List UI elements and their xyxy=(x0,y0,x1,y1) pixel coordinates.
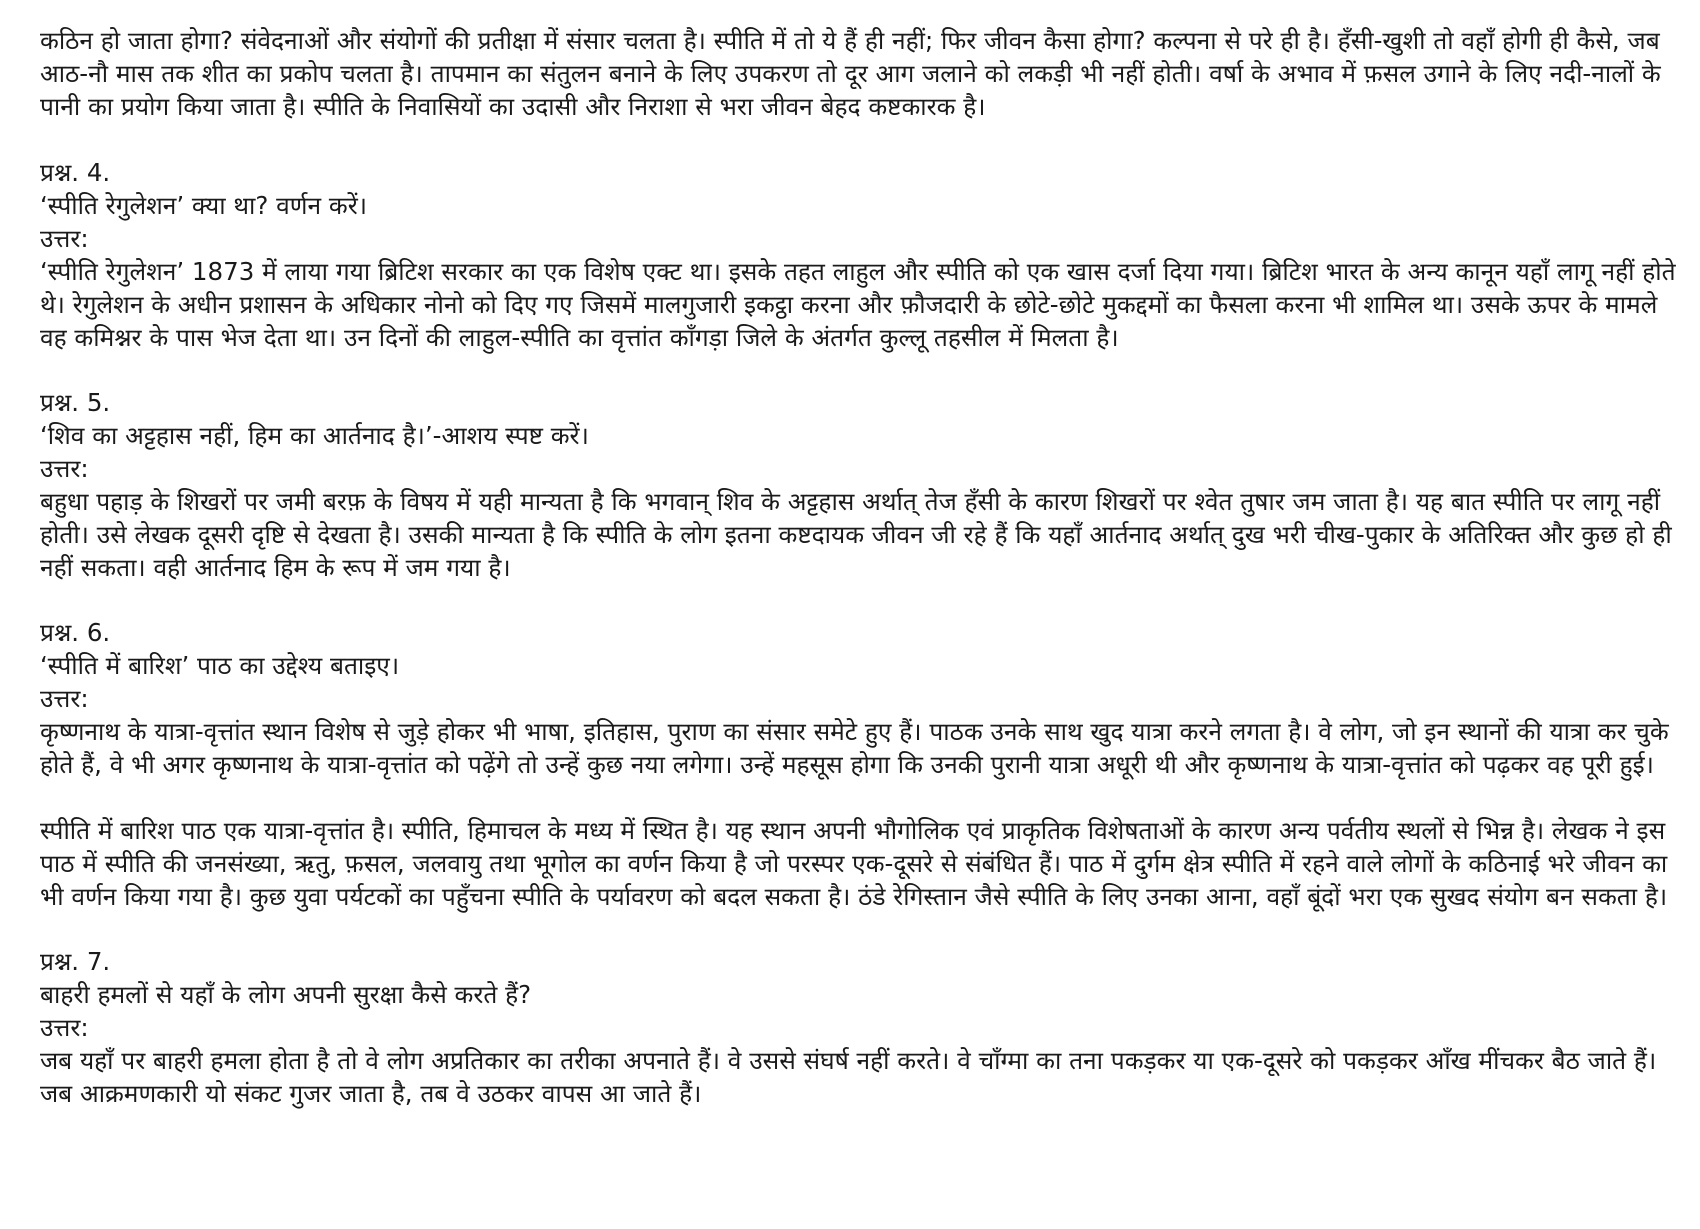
question-block-4 xyxy=(40,156,1680,354)
question-block-5 xyxy=(40,386,1680,584)
question-text: बाहरी हमलों से यहाँ के लोग अपनी सुरक्षा कैसे करते हैं? xyxy=(40,980,532,1009)
answer-text: कृष्णनाथ के यात्रा-वृत्तांत स्थान विशेष से जुड़े होकर भी भाषा, इतिहास, पुराण का संसार समेटे हुए हैं। पाठक उनके साथ खुद यात्रा करने लगता है। वे लोग, जो इन स्थानों की यात्रा कर चुके होते हैं, वे भी अगर कृष्णनाथ के यात्रा-वृत्तांत को पढ़ेंगे तो उन्हें कुछ नया लगेगा। उन्हें महसूस होगा कि उनकी पुरानी यात्रा अधूरी थी और कृष्णनाथ के यात्रा-वृत्तांत को पढ़कर वह पूरी हुई। xyxy=(40,717,1669,779)
answer-extra-paragraph: स्पीति में बारिश पाठ एक यात्रा-वृत्तांत है। स्पीति, हिमाचल के मध्य में स्थित है। यह स्थान अपनी भौगोलिक एवं प्राकृतिक विशेषताओं के कारण अन्य पर्वतीय स्थलों से भिन्न है। लेखक ने इस पाठ में स्पीति की जनसंख्या, ऋतु, फ़सल, जलवायु तथा भूगोल का वर्णन किया है जो परस्पर एक-दूसरे से संबंधित हैं। पाठ में दुर्गम क्षेत्र स्पीति में रहने वाले लोगों के कठिनाई भरे जीवन का भी वर्णन किया गया है। कुछ युवा पर्यटकों का पहुँचना स्पीति के पर्यावरण को बदल सकता है। ठंडे रेगिस्तान जैसे स्पीति के लिए उनका आना, वहाँ बूंदों भरा एक सुखद संयोग बन सकता है। xyxy=(40,816,1668,911)
question-block-6 xyxy=(40,616,1680,913)
question-number: प्रश्न. 6. xyxy=(40,618,111,647)
intro-paragraph: कठिन हो जाता होगा? संवेदनाओं और संयोगों की प्रतीक्षा में संसार चलता है। स्पीति में तो ये हैं ही नहीं; फिर जीवन कैसा होगा? कल्पना से परे ही है। हँसी-खुशी तो वहाँ होगी ही कैसे, जब आठ-नौ मास तक शीत का प्रकोप चलता है। तापमान का संतुलन बनाने के लिए उपकरण तो दूर आग जलाने को लकड़ी भी नहीं होती। वर्षा के अभाव में फ़सल उगाने के लिए नदी-नालों के पानी का प्रयोग किया जाता है। स्पीति के निवासियों का उदासी और निराशा से भरा जीवन बेहद कष्टकारक है। xyxy=(40,26,1661,121)
question-number: प्रश्न. 7. xyxy=(40,947,111,976)
answer-label: उत्तर: xyxy=(40,224,89,253)
answer-label: उत्तर: xyxy=(40,454,89,483)
question-number: प्रश्न. 5. xyxy=(40,388,111,417)
question-block-7 xyxy=(40,945,1680,1110)
answer-text: ‘स्पीति रेगुलेशन’ 1873 में लाया गया ब्रिटिश सरकार का एक विशेष एक्ट था। इसके तहत लाहुल और स्पीति को एक खास दर्जा दिया गया। ब्रिटिश भारत के अन्य कानून यहाँ लागू नहीं होते थे। रेगुलेशन के अधीन प्रशासन के अधिकार नोनो को दिए गए जिसमें मालगुजारी इकट्ठा करना और फ़ौजदारी के छोटे-छोटे मुकद्दमों का फैसला करना भी शामिल था। उसके ऊपर के मामले वह कमिश्नर के पास भेज देता था। उन दिनों की लाहुल-स्पीति का वृत्तांत काँगड़ा जिले के अंतर्गत कुल्लू तहसील में मिलता है। xyxy=(40,257,1676,352)
question-number: प्रश्न. 4. xyxy=(40,158,111,187)
question-text: ‘शिव का अट्टहास नहीं, हिम का आर्तनाद है।’-आशय स्पष्ट करें। xyxy=(40,421,589,450)
answer-label: उत्तर: xyxy=(40,684,89,713)
question-text: ‘स्पीति रेगुलेशन’ क्या था? वर्णन करें। xyxy=(40,191,368,220)
answer-text: जब यहाँ पर बाहरी हमला होता है तो वे लोग अप्रतिकार का तरीका अपनाते हैं। वे उससे संघर्ष नहीं करते। वे चाँग्मा का तना पकड़कर या एक-दूसरे को पकड़कर आँख मींचकर बैठ जाते हैं। जब आक्रमणकारी यो संकट गुजर जाता है, तब वे उठकर वापस आ जाते हैं। xyxy=(40,1046,1657,1108)
answer-label: उत्तर: xyxy=(40,1013,89,1042)
answer-text: बहुधा पहाड़ के शिखरों पर जमी बरफ़ के विषय में यही मान्यता है कि भगवान् शिव के अट्टहास अर्थात् तेज हँसी के कारण शिखरों पर श्वेत तुषार जम जाता है। यह बात स्पीति पर लागू नहीं होती। उसे लेखक दूसरी दृष्टि से देखता है। उसकी मान्यता है कि स्पीति के लोग इतना कष्टदायक जीवन जी रहे हैं कि यहाँ आर्तनाद अर्थात् दुख भरी चीख-पुकार के अतिरिक्त और कुछ हो ही नहीं सकता। वही आर्तनाद हिम के रूप में जम गया है। xyxy=(40,487,1672,582)
question-text: ‘स्पीति में बारिश’ पाठ का उद्देश्य बताइए। xyxy=(40,651,400,680)
